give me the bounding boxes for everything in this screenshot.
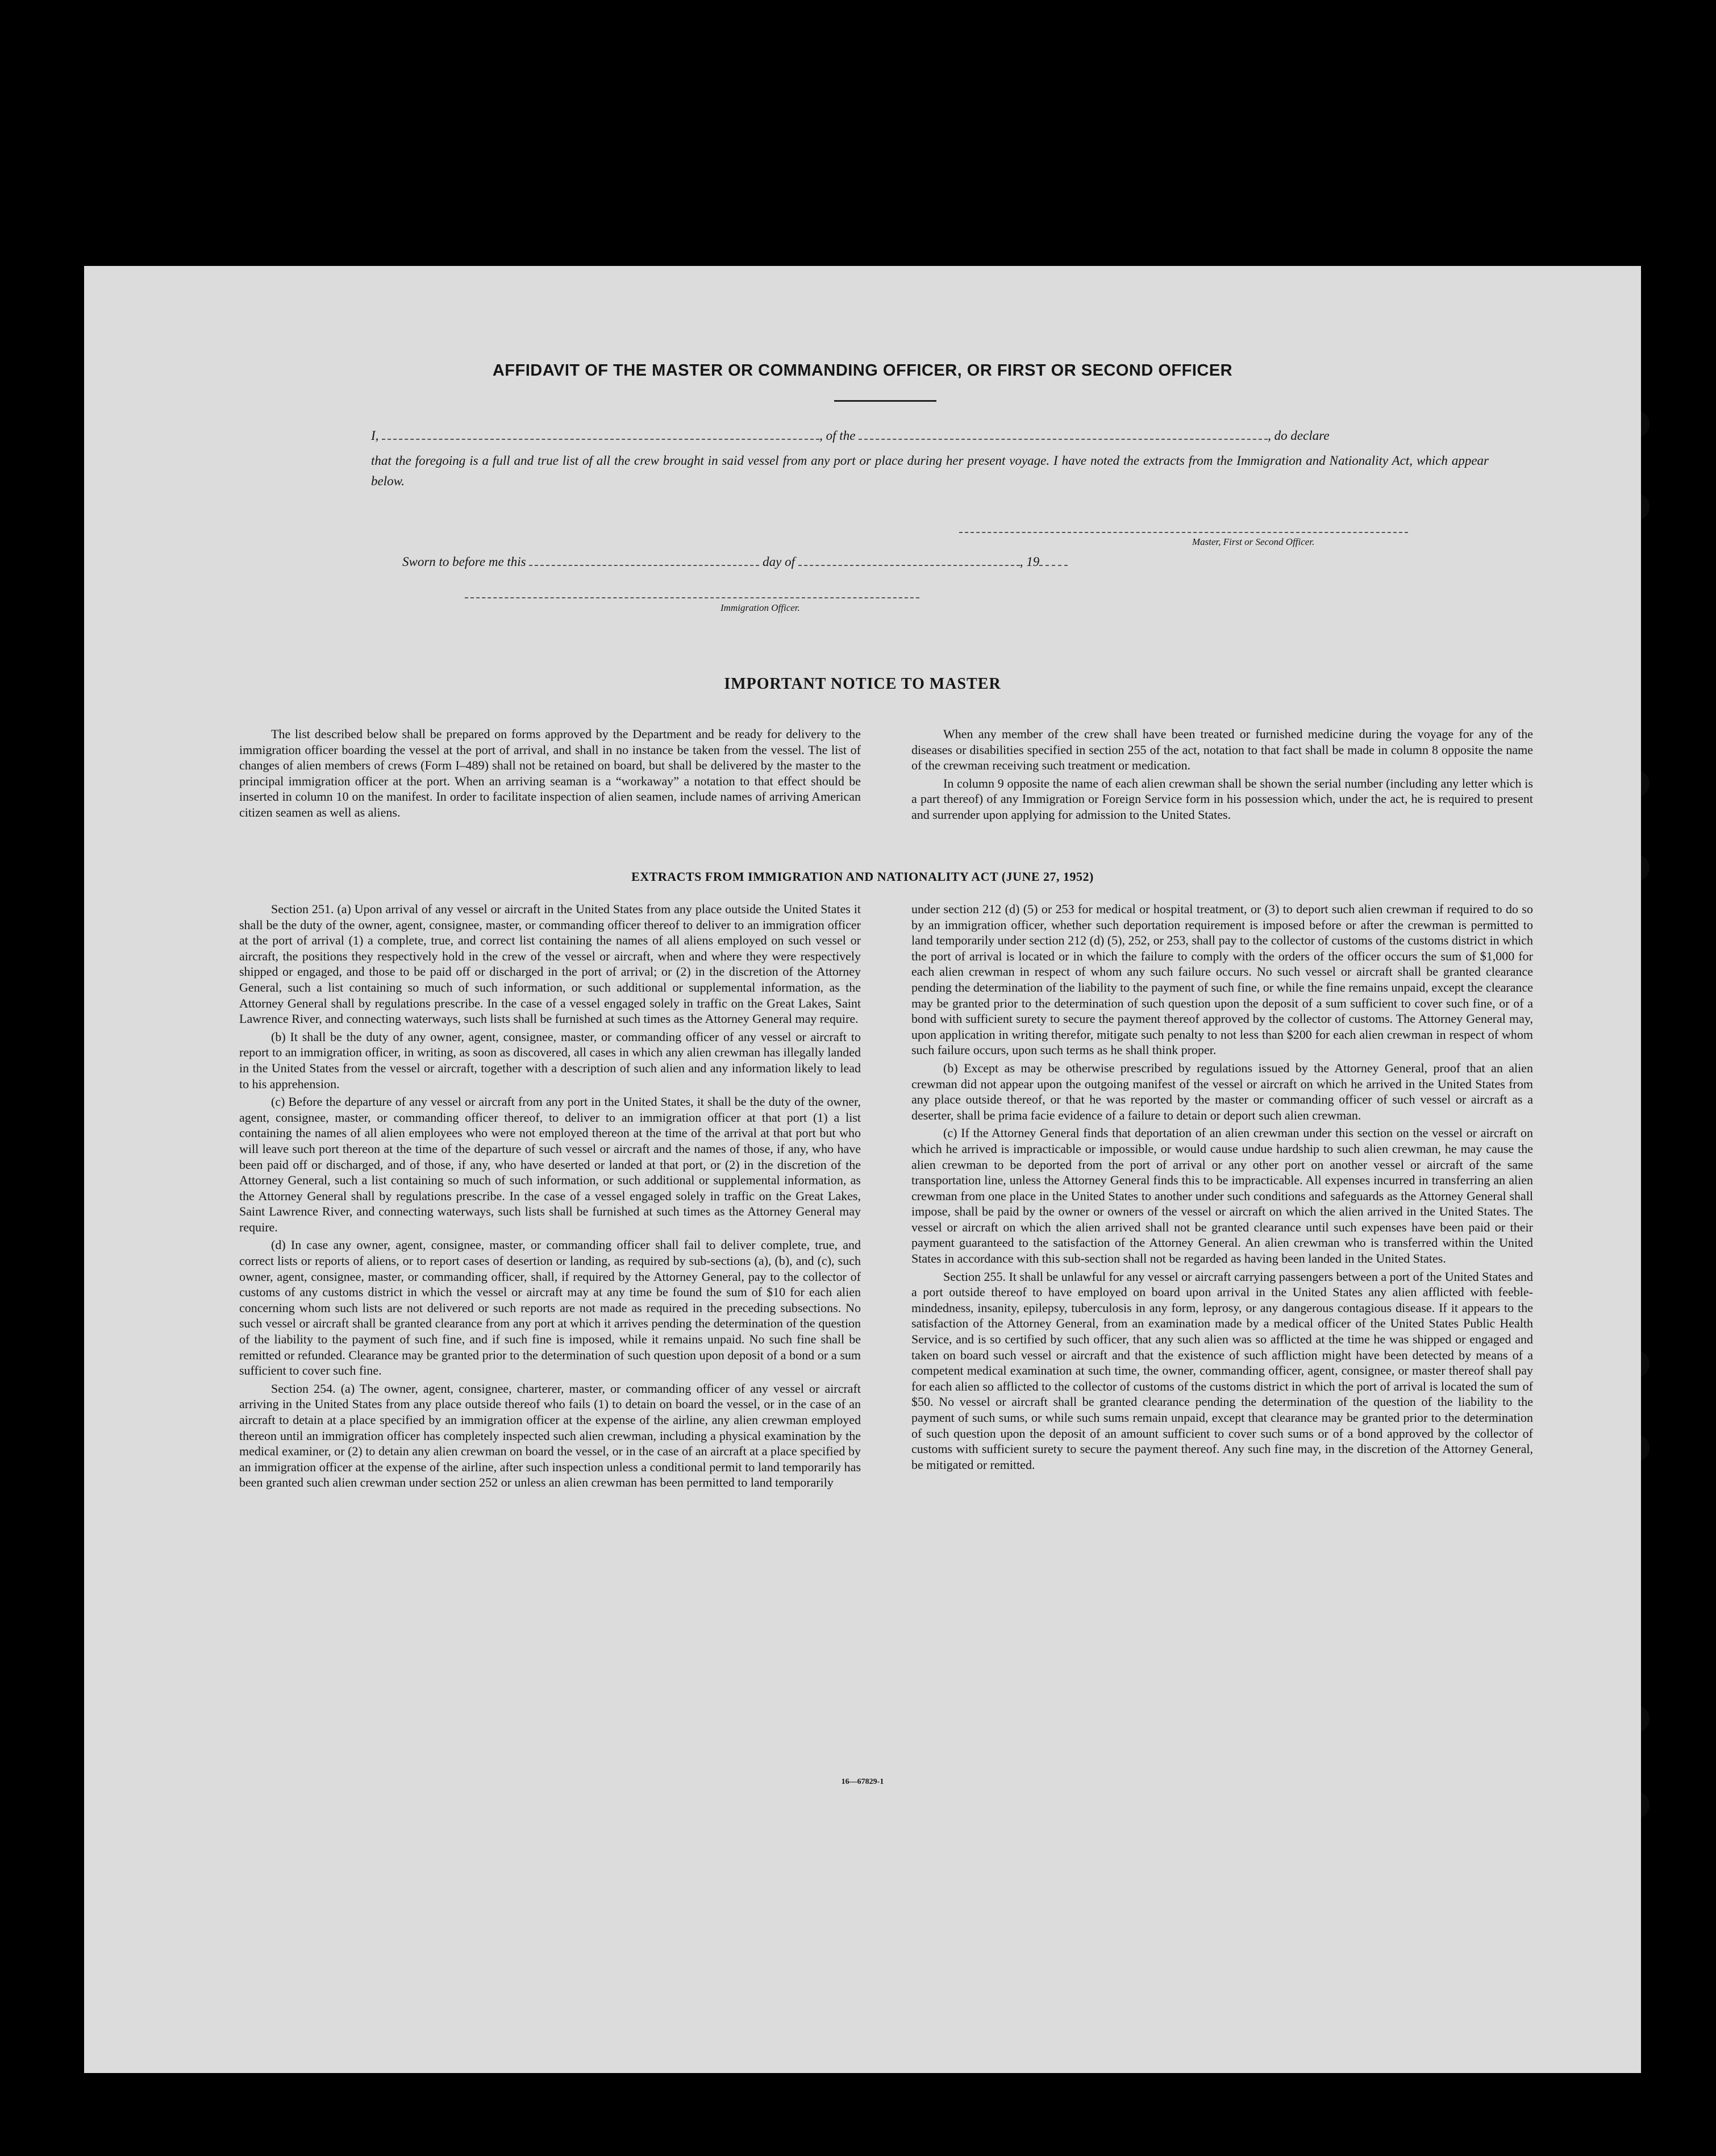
- notice-left-column: [239, 726, 861, 823]
- extract-paragraph: (d) In case any owner, agent, consignee, master, or commanding officer shall fail to deliver complete, true, and correct lists or reports of aliens, or to report cases of desertion or landing, as required by sub-sections (a), (b), and (c), such owner, agent, consignee, master, or commanding officer, shall, if required by the Attorney General, pay to the collector of customs of any customs district in which the vessel or aircraft may at any time be found the sum of $10 for each alien concerning whom such lists are not delivered or such reports are not made as required in the preceding subsections. No such vessel or aircraft shall be granted clearance from any port at which it arrives pending the determination of the question of the liability to the payment of such fine, and if such fine is imposed, while it remains unpaid. No such fine shall be remitted or refunded. Clearance may be granted prior to the determination of such question upon deposit of a bond or a sum sufficient to cover such fine.: [239, 1238, 861, 1378]
- extracts-right-column: [911, 901, 1533, 1475]
- extract-paragraph: (c) Before the departure of any vessel or aircraft from any port in the United States, it shall be the duty of the owner, agent, consignee, master, or commanding officer thereof, to deliver to an immigration officer at that port (1) a list containing the names of all alien employees who were not employed thereon at the time of the arrival at that port but who will leave such port thereon at the time of the departure of such vessel or aircraft and the names of those, if any, who have been paid off or discharged, and of those, if any, who have deserted or landed at that port, or (2) in the discretion of the Attorney General, such a list containing so much of such information, or such additional or supplemental information, as the Attorney General shall by regulations prescribe. In the case of a vessel engaged solely in traffic on the Great Lakes, Saint Lawrence River, and connecting waterways, such lists shall be furnished at such times as the Attorney General may require.: [239, 1094, 861, 1234]
- notice-paragraph: In column 9 opposite the name of each alien crewman shall be shown the serial number (including any letter which is a part thereof) of any Immigration or Foreign Service form in his possession which, under the act, he is required to present and surrender upon applying for admission to the United States.: [911, 776, 1533, 822]
- form-number: 16—67829-1: [841, 1778, 884, 1786]
- declaration-line: [371, 428, 1489, 443]
- extract-paragraph: (b) It shall be the duty of any owner, agent, consignee, master, or commanding officer of any vessel or aircraft to report to an immigration officer, in writing, as soon as discovered, all cases in which any alien crewman has illegally landed in the United States from the vessel or aircraft, together with a description of such alien and any information likely to lead to his apprehension.: [239, 1029, 861, 1091]
- extract-paragraph: Section 254. (a) The owner, agent, consignee, charterer, master, or commanding officer of any vessel or aircraft arriving in the United States from any place outside thereof who fails (1) to detain on board the vessel, or in the case of an aircraft to detain at a place specified by an immigration officer at the expense of the airline, any alien crewman employed thereon until an immigration officer has completely inspected such alien crewman, including a physical examination by the medical examiner, or (2) to detain any alien crewman on board the vessel, or in the case of an aircraft at a place specified by an immigration officer at the expense of the airline, after such inspection unless a conditional permit to land temporarily has been granted such alien crewman under section 252 or unless an alien crewman has been permitted to land temporarily: [239, 1381, 861, 1490]
- notice-right-column: [911, 726, 1533, 825]
- affidavit-body: that the foregoing is a full and true list of all the crew brought in said vessel from any port or place during her present voyage. I have noted the extracts from the Immigration and Nationality Act, which appear below.: [371, 453, 1489, 488]
- declaration-of-the: , of the: [819, 428, 856, 443]
- name-field[interactable]: [382, 431, 819, 440]
- sworn-year-field[interactable]: [1039, 557, 1068, 566]
- affidavit-title: AFFIDAVIT OF THE MASTER OR COMMANDING OFFICER, OR FIRST OR SECOND OFFICER: [492, 361, 1233, 380]
- master-signature-label: Master, First or Second Officer.: [1192, 536, 1315, 547]
- form-page: [84, 266, 1641, 2073]
- declaration-do-declare: , do declare: [1268, 428, 1330, 443]
- sworn-line: [402, 555, 1255, 569]
- extracts-left-column: [239, 901, 861, 1493]
- title-rule: [834, 400, 936, 402]
- extract-paragraph: Section 255. It shall be unlawful for any vessel or aircraft carrying passengers between a port of the United States and a port outside thereof to have employed on board upon arrival in the United States any alien afflicted with feeble-mindedness, insanity, epilepsy, tuberculosis in any form, leprosy, or any dangerous contagious disease. If it appears to the satisfaction of the Attorney General, from an examination made by a medical officer of the United States Public Health Service, and is so certified by such officer, that any such alien was so afflicted at the time he was shipped or engaged and taken on board such vessel or aircraft and that the existence of such affliction might have been detected by means of a competent medical examination at such time, the owner, commanding officer, agent, consignee, or master thereof shall pay for each alien so afflicted to the collector of customs of the customs district in which the port of arrival is located the sum of $50. No vessel or aircraft shall be granted clearance pending the determination of the question of the liability to the payment of such sums, or while such sums remain unpaid, except that clearance may be granted prior to the determination of such question upon the deposit of an amount sufficient to cover such sums or of a bond approved by the collector of customs with sufficient surety to secure the payment thereof. Any such fine may, in the discretion of the Attorney General, be mitigated or remitted.: [911, 1269, 1533, 1472]
- officer-signature-field[interactable]: [465, 597, 919, 598]
- declaration-i: I,: [371, 428, 379, 443]
- sworn-date-field[interactable]: [529, 557, 759, 566]
- notice-paragraph: The list described below shall be prepared on forms approved by the Department and be ready for delivery to the immigration officer boarding the vessel at the port of arrival, and shall in no instance be taken from the vessel. The list of changes of alien members of crews (Form I–489) shall not be retained on board, but shall be delivered by the master to the principal immigration officer at the port. When an arriving seaman is a “workaway” a notation to that effect should be inserted in column 10 on the manifest. In order to facilitate inspection of alien seamen, include names of arriving American citizen seamen as well as aliens.: [239, 727, 861, 819]
- extract-paragraph: (c) If the Attorney General finds that deportation of an alien crewman under this section on the vessel or aircraft on which he arrived is impracticable or impossible, or would cause undue hardship to such alien crewman, he may cause the alien crewman to be deported from the port of arrival or any other port on another vessel or aircraft of the same transportation line, unless the Attorney General finds this to be impracticable. All expenses incurred in transferring an alien crewman from one place in the United States to another under such conditions and safeguards as the Attorney General shall impose, shall be paid by the owner or owners of the vessel or aircraft on which the alien arrived in the United States. The vessel or aircraft on which the alien arrived shall not be granted clearance until such expenses have been paid or their payment guaranteed to the satisfaction of the Attorney General. An alien crewman who is transferred within the United States in accordance with this sub-section shall not be regarded as having been landed in the United States.: [911, 1126, 1533, 1266]
- vessel-field[interactable]: [859, 431, 1268, 440]
- extract-paragraph: (b) Except as may be otherwise prescribed by regulations issued by the Attorney General, proof that an alien crewman did not appear upon the outgoing manifest of the vessel or aircraft on which he arrived in the United States from any place outside thereof, or that he was reported by the master or commanding officer of such vessel or aircraft as a deserter, shall be prima facie evidence of a failure to detain or deport such alien crewman.: [911, 1060, 1533, 1122]
- sworn-day-of: day of: [763, 555, 795, 569]
- extract-paragraph: Section 251. (a) Upon arrival of any vessel or aircraft in the United States from any place outside the United States it shall be the duty of the owner, agent, consignee, master, or commanding officer thereof to deliver to an immigration officer at the port of arrival (1) a complete, true, and correct list containing the names of all aliens employed on such vessel or aircraft, the positions they respectively hold in the crew of the vessel or aircraft, when and where they were respectively shipped or engaged, and those to be paid off or discharged in the port of arrival; or (2) in the discretion of the Attorney General, such a list containing so much of such information, or such additional or supplemental information, as the Attorney General shall by regulations prescribe. In the case of a vessel engaged solely in traffic on the Great Lakes, Saint Lawrence River, and connecting waterways, such lists shall be furnished at such times as the Attorney General may require.: [239, 902, 861, 1026]
- notice-title: IMPORTANT NOTICE TO MASTER: [724, 675, 1001, 693]
- master-signature-field[interactable]: [959, 532, 1408, 533]
- sworn-year-prefix: , 19: [1019, 555, 1040, 569]
- officer-signature-label: Immigration Officer.: [720, 602, 800, 613]
- sworn-month-field[interactable]: [798, 557, 1020, 566]
- notice-paragraph: When any member of the crew shall have been treated or furnished medicine during the voyage for any of the diseases or disabilities specified in section 255 of the act, notation to that fact shall be made in column 8 opposite the name of the crewman receiving such treatment or medication.: [911, 727, 1533, 773]
- extracts-title: EXTRACTS FROM IMMIGRATION AND NATIONALITY ACT (JUNE 27, 1952): [631, 869, 1094, 884]
- extract-paragraph: under section 212 (d) (5) or 253 for medical or hospital treatment, or (3) to deport such alien crewman if required to do so by an immigration officer, whether such deportation requirement is imposed before or after the crewman is permitted to land temporarily under section 212 (d) (5), 252, or 253, shall pay to the collector of customs of the customs district in which the port of arrival is located or in which the failure to comply with the orders of the officer occurs the sum of $1,000 for each alien crewman in respect of whom any such failure occurs. No such vessel or aircraft shall be granted clearance pending the determination of the liability to the payment of such fine, or while the fine remains unpaid, except the clearance may be granted prior to the determination of such question upon the deposit of a sum sufficient to cover such fine, or of a bond with sufficient surety to secure the payment thereof approved by the collector of customs. The Attorney General may, upon application in writing therefor, mitigate such penalty to not less than $200 for each alien crewman in respect of whom such failure occurs, upon such terms as he shall think proper.: [911, 902, 1533, 1058]
- sworn-label: Sworn to before me this: [402, 555, 526, 569]
